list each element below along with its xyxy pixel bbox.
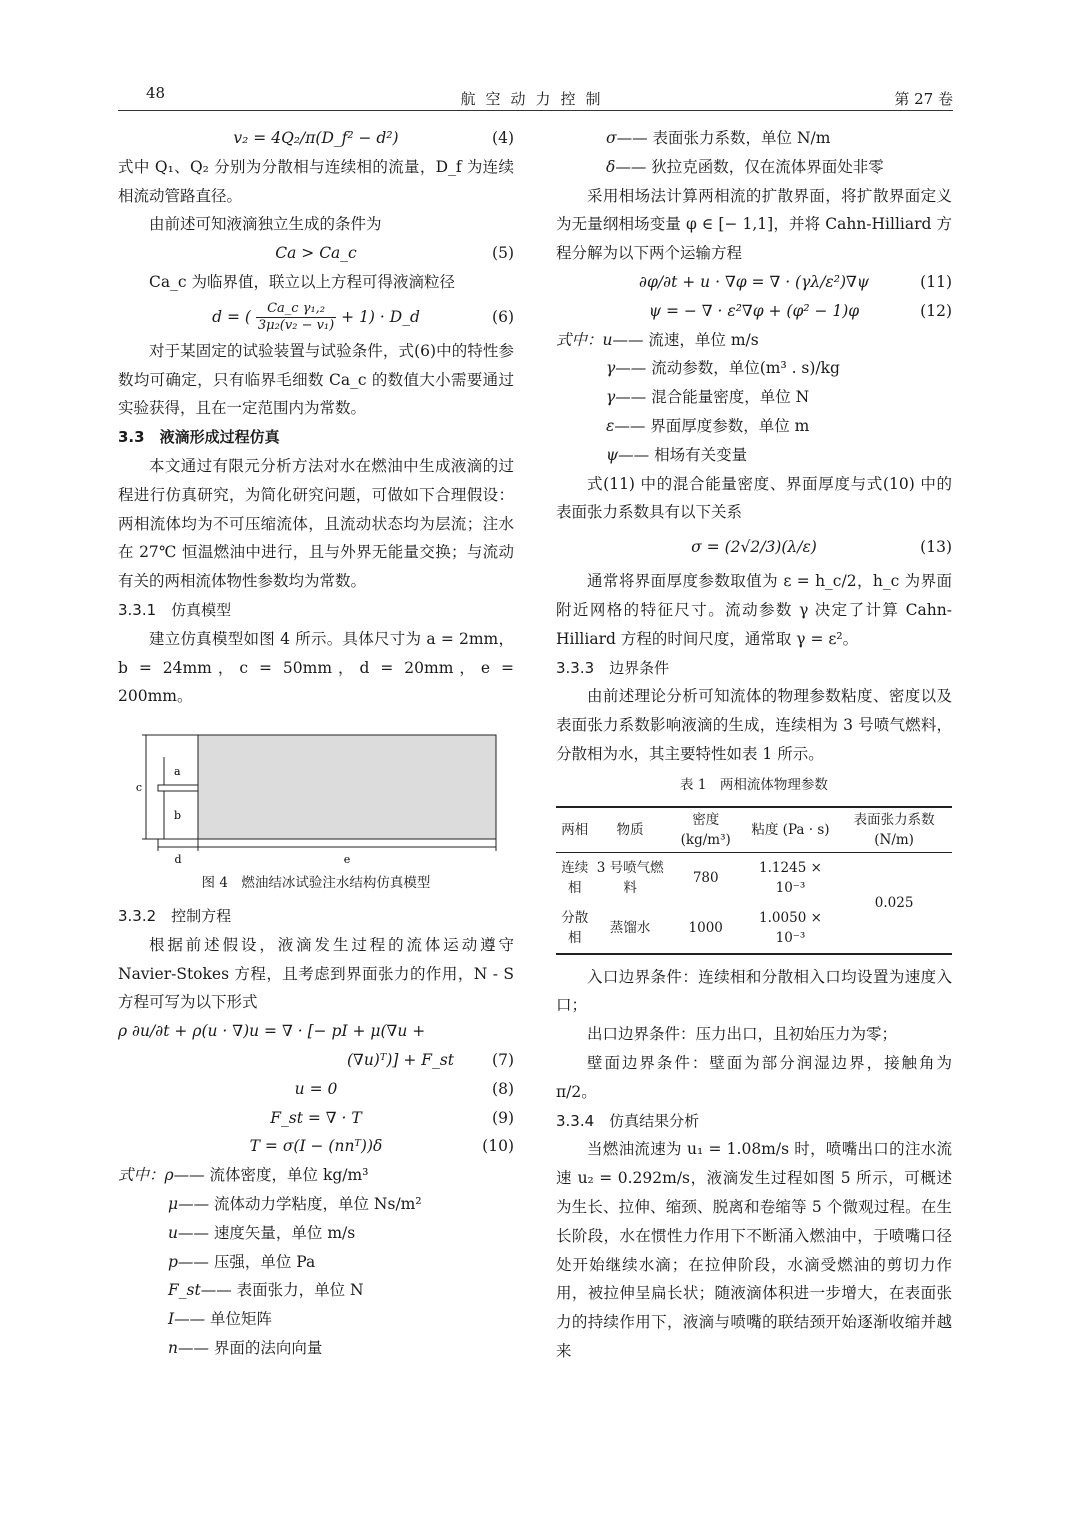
paragraph: 根据前述假设，液滴发生过程的流体运动遵守 Navier-Stokes 方程，且考虑到界面张力的作用，N - S 方程可写为以下形式	[118, 935, 514, 1012]
equation-5-formula: Ca > Ca_c	[275, 244, 357, 263]
equation-13-formula: σ = (2√2/3)(λ/ε)	[691, 538, 817, 557]
paragraph: 式中 Q₁、Q₂ 分别为分散相与连续相的流量，D_f 为连续相流动管路直径。	[118, 157, 514, 205]
equation-9-number: (9)	[492, 1108, 514, 1127]
equation-9	[118, 1104, 514, 1133]
equation-8-number: (8)	[492, 1079, 514, 1098]
fraction-numerator: Ca_c γ₁,₂	[256, 301, 336, 318]
journal-title: 航空动力控制	[460, 90, 611, 108]
paragraph: 采用相场法计算两相流的扩散界面，将扩散界面定义为无量纲相场变量 φ ∈ [− 1,1]，并将 Cahn-Hilliard 方程分解为以下两个运输方程	[556, 186, 952, 263]
table-cell-tension: 0.025	[874, 894, 914, 911]
section-heading-3-3: 3.3 液滴形成过程仿真	[118, 428, 280, 447]
table-cell: 连续相	[561, 859, 589, 896]
table-header-cell: 物质	[594, 807, 667, 853]
symbol-definition: δ—— 狄拉克函数，仅在流体界面处非零	[606, 157, 884, 176]
equation-13-number: (13)	[920, 538, 952, 557]
paragraph: 建立仿真模型如图 4 所示。具体尺寸为 a = 2mm，b = 24mm，c = 50mm，d = 20mm，e = 200mm。	[118, 629, 514, 706]
equation-11-formula: ∂φ/∂t + u · ∇φ = ∇ · (γλ/ε²)∇ψ	[639, 272, 869, 291]
table-cell: 3 号喷气燃料	[596, 859, 664, 896]
right-column	[556, 124, 952, 1366]
table-header-cell: 粘度 (Pa · s)	[745, 807, 836, 853]
equation-4	[118, 124, 514, 153]
table-cell: 1000	[688, 919, 723, 936]
figure-4-diagram	[118, 717, 514, 867]
page-number: 48	[146, 84, 166, 102]
equation-6	[118, 297, 514, 337]
equation-6-rhs: + 1) · D_d	[341, 307, 420, 326]
equation-10	[118, 1132, 514, 1161]
table-header-cell: 表面张力系数 (N/m)	[836, 807, 952, 853]
equation-5-number: (5)	[492, 244, 514, 263]
equation-4-number: (4)	[492, 129, 514, 147]
paragraph: 本文通过有限元分析方法对水在燃油中生成液滴的过程进行仿真研究，为简化研究问题，可做如下合理假设：两相流体均为不可压缩流体，且流动状态均为层流；注水在 27℃ 恒温燃油中进行，且与外界无能量交换；与流动有关的两相流体物性参数均为常数。	[118, 456, 514, 591]
symbol-definition: I—— 单位矩阵	[168, 1310, 273, 1329]
equation-13	[556, 527, 952, 567]
symbol-definition: ε—— 界面厚度参数，单位 m	[606, 416, 810, 435]
symbol-definition: 式中：ρ—— 流体密度，单位 kg/m³	[118, 1166, 369, 1185]
symbol-definition: γ—— 流动参数，单位(m³ . s)/kg	[606, 359, 840, 378]
equation-7-part-1: ρ ∂u/∂t + ρ(u · ∇)u = ∇ · [− pI + μ(∇u +	[118, 1022, 426, 1041]
equation-12	[556, 297, 952, 326]
equation-11-number: (11)	[920, 272, 952, 291]
equation-6-lhs: d = (	[212, 307, 251, 326]
left-column	[118, 124, 514, 1363]
paragraph: 入口边界条件：连续相和分散相入口均设置为速度入口；	[556, 967, 952, 1015]
section-heading-3-3-2: 3.3.2 控制方程	[118, 906, 232, 925]
equation-11	[556, 268, 952, 297]
table-cell: 蒸馏水	[609, 919, 651, 936]
injection-nozzle	[158, 785, 198, 791]
equation-7-part-2: (∇u)ᵀ)] + F_st	[346, 1050, 454, 1069]
figure-4-caption: 图 4 燃油结冰试验注水结构仿真模型	[201, 875, 431, 892]
symbol-definition: ψ—— 相场有关变量	[606, 445, 748, 464]
paragraph: Ca_c 为临界值，联立以上方程可得液滴粒径	[149, 272, 455, 291]
paragraph: 通常将界面厚度参数取值为 ε = h_c/2，h_c 为界面附近网格的特征尺寸。流动参数 γ 决定了计算 Cahn-Hilliard 方程的时间尺度，通常取 γ = ε²。	[556, 572, 952, 648]
page-header	[118, 84, 953, 110]
symbol-definition: γ—— 混合能量密度，单位 N	[606, 388, 810, 407]
equation-7-line-1	[118, 1017, 514, 1046]
equation-10-formula: T = σ(I − (nnᵀ))δ	[249, 1137, 383, 1156]
paragraph: 壁面边界条件：壁面为部分润湿边界，接触角为 π/2。	[556, 1053, 952, 1101]
symbol-definition: 式中：u—— 流速，单位 m/s	[556, 330, 759, 349]
symbol-definition: u—— 速度矢量，单位 m/s	[168, 1223, 356, 1242]
equation-6-number: (6)	[492, 307, 514, 326]
dim-c: c	[135, 781, 142, 795]
fraction-denominator: 3μ₂(v₂ − v₁)	[257, 318, 335, 334]
symbol-definition: σ—— 表面张力系数，单位 N/m	[606, 129, 831, 147]
table-1	[556, 806, 952, 955]
symbol-definition: n—— 界面的法向向量	[168, 1338, 323, 1357]
table-cell: 1.0050 × 10⁻³	[759, 909, 822, 946]
fuel-channel	[198, 735, 496, 839]
equation-8	[118, 1075, 514, 1104]
equation-7-line-2	[118, 1046, 514, 1075]
table-cell: 分散相	[561, 909, 589, 946]
table-1-caption: 表 1 两相流体物理参数	[680, 776, 828, 793]
table-row	[556, 852, 952, 903]
equation-12-number: (12)	[920, 301, 952, 320]
equation-8-formula: u = 0	[294, 1079, 338, 1098]
table-header-cell: 密度 (kg/m³)	[667, 807, 745, 853]
equation-12-formula: ψ = − ∇ · ε²∇φ + (φ² − 1)φ	[648, 301, 860, 320]
paragraph: 出口边界条件：压力出口，且初始压力为零；	[587, 1025, 898, 1044]
section-heading-3-3-4: 3.3.4 仿真结果分析	[556, 1111, 700, 1130]
paragraph: 对于某固定的试验装置与试验条件，式(6)中的特性参数均可确定，只有临界毛细数 Ca_c 的数值大小需要通过实验获得，且在一定范围内为常数。	[118, 341, 514, 418]
figure-4	[118, 717, 514, 867]
symbol-definition: F_st—— 表面张力，单位 N	[168, 1281, 364, 1300]
section-heading-3-3-1: 3.3.1 仿真模型	[118, 600, 232, 619]
dim-e: e	[343, 853, 351, 867]
table-cell: 780	[692, 869, 719, 886]
paragraph: 式(11) 中的混合能量密度、界面厚度与式(10) 中的表面张力系数具有以下关系	[556, 474, 952, 522]
equation-6-fraction	[256, 301, 336, 334]
dim-d: d	[174, 853, 182, 867]
equation-5	[118, 239, 514, 268]
header-rule	[118, 110, 953, 111]
table-header-cell: 两相	[556, 807, 594, 853]
paragraph: 当燃油流速为 u₁ = 1.08m/s 时，喷嘴出口的注水流速 u₂ = 0.292m/s，液滴发生过程如图 5 所示，可概述为生长、拉伸、缩颈、脱离和卷缩等 5 个微观过程。在生长阶段，水在惯性力作用下不断涌入燃油中，于喷嘴口径处开始继续水滴；在拉伸阶段，水滴受燃油的剪切力作用，被拉伸呈扁长状；随液滴体积进一步增大，在表面张力的持续作用下，液滴与喷嘴的联结颈开始逐渐收缩并越来	[556, 1140, 952, 1360]
dim-b: b	[174, 809, 182, 823]
volume-label: 第 27 卷	[894, 90, 953, 108]
table-header-row	[556, 807, 952, 853]
equation-4-formula: v₂ = 4Q₂/π(D_f² − d²)	[233, 129, 399, 147]
equation-10-number: (10)	[482, 1137, 514, 1156]
symbol-definition: μ—— 流体动力学粘度，单位 Ns/m²	[168, 1194, 422, 1213]
dim-a: a	[174, 765, 181, 779]
symbol-definition: p—— 压强，单位 Pa	[168, 1252, 316, 1271]
paragraph: 由前述可知液滴独立生成的条件为	[149, 215, 382, 234]
section-heading-3-3-3: 3.3.3 边界条件	[556, 658, 670, 677]
paragraph: 由前述理论分析可知流体的物理参数粘度、密度以及表面张力系数影响液滴的生成，连续相为 3 号喷气燃料，分散相为水，其主要特性如表 1 所示。	[556, 687, 952, 763]
equation-9-formula: F_st = ∇ · T	[270, 1108, 362, 1127]
equation-7-number: (7)	[492, 1050, 514, 1069]
table-cell: 1.1245 × 10⁻³	[759, 859, 822, 896]
